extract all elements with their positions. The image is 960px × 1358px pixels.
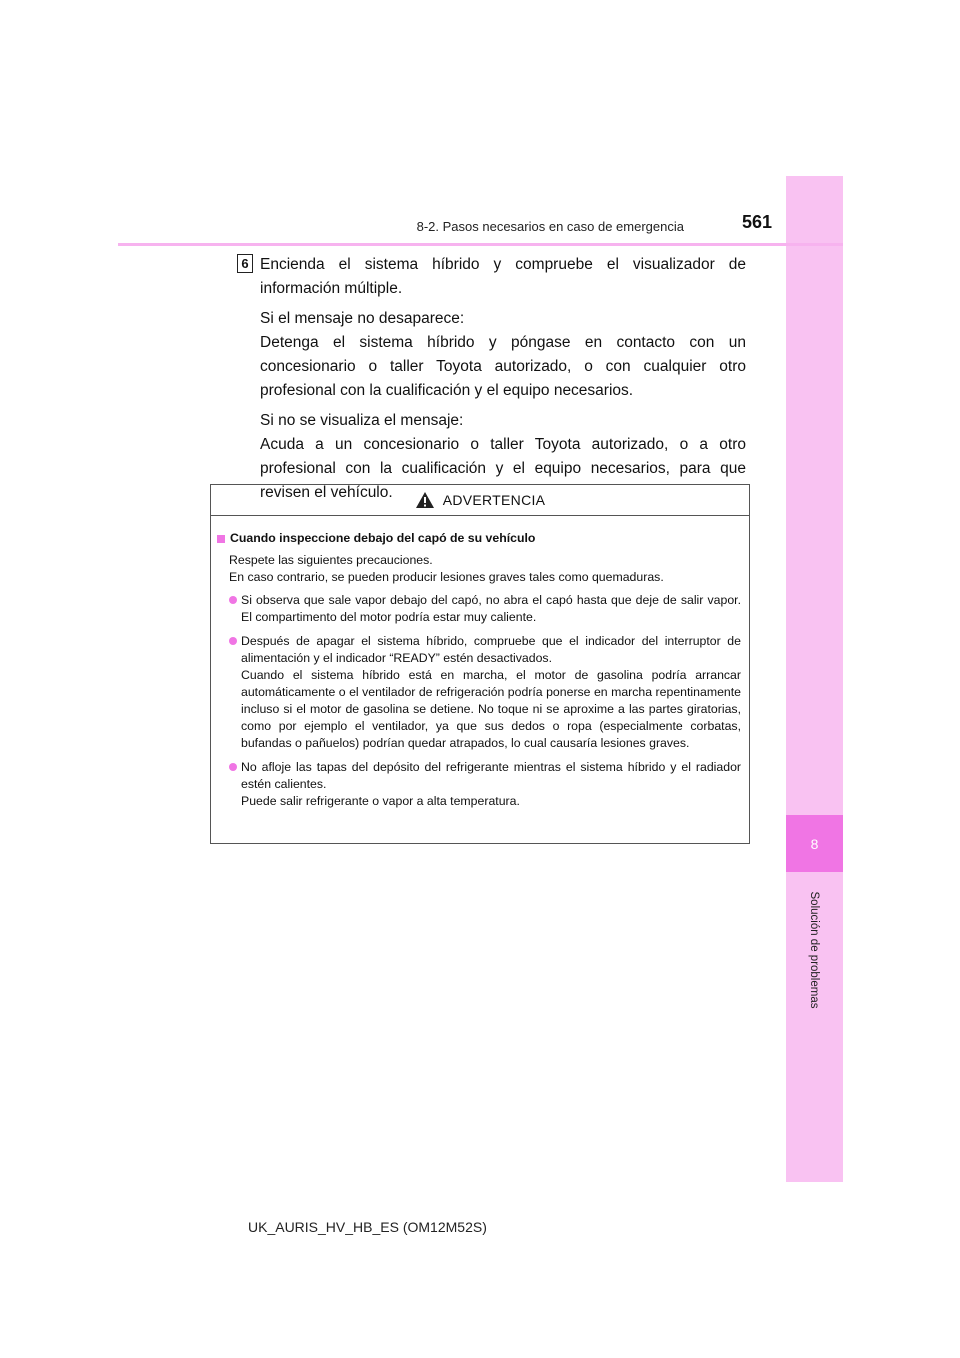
warning-item (229, 633, 741, 752)
step-body (260, 253, 746, 511)
warning-title: ADVERTENCIA (442, 492, 546, 508)
warning-item (229, 592, 741, 626)
circle-bullet-icon (229, 637, 237, 645)
warning-item-text: Si observa que sale vapor debajo del capó, no abra el capó hasta que deje de salir vapor. El compartimento del motor podría estar muy caliente. (241, 593, 741, 624)
warning-box (210, 484, 750, 844)
warning-item-text: Después de apagar el sistema híbrido, compruebe que el indicador del interruptor de alimentación y el indicador “READY” estén desactivados. (241, 634, 741, 665)
warning-item-text: No afloje las tapas del depósito del refrigerante mientras el sistema híbrido y el radiador estén calientes. (241, 760, 741, 791)
warning-subheading (217, 530, 741, 547)
warning-body (211, 516, 749, 810)
circle-bullet-icon (229, 596, 237, 604)
chapter-label: Solución de problemas (808, 891, 820, 1009)
page-number: 561 (741, 212, 772, 232)
warning-intro-line: Respete las siguientes precauciones. (229, 553, 433, 567)
warning-intro-line: En caso contrario, se pueden producir lesiones graves tales como quemaduras. (229, 570, 664, 584)
warning-header (211, 485, 749, 516)
circle-bullet-icon (229, 763, 237, 771)
warning-triangle-icon (415, 491, 435, 509)
section-title: 8-2. Pasos necesarios en caso de emergencia (416, 219, 684, 234)
step-paragraph: Si no se visualiza el mensaje: (260, 412, 464, 429)
step-paragraph: Acuda a un concesionario o taller Toyota autorizado, o a otro profesional con la cualificación y el equipo necesarios, para que revisen el vehículo. (260, 436, 746, 501)
chapter-number-tab (786, 815, 843, 872)
warning-item-text: Cuando el sistema híbrido está en marcha, el motor de gasolina podría arrancar automáticamente o el ventilador de refrigeración podría ponerse en marcha repentinamente incluso si el motor de gasolina se detiene. No toque ni se aproxime a las partes giratorias, como por ejemplo el ventilador, ya que sus dedos o ropa (especialmente corbatas, bufandas o pañuelos) podrían quedar atrapados, lo cual causaría lesiones graves. (241, 668, 741, 750)
header-rule (118, 243, 843, 246)
chapter-number: 8 (810, 835, 819, 852)
warning-intro (229, 552, 741, 586)
square-bullet-icon (217, 535, 225, 543)
warning-item (229, 759, 741, 810)
step-paragraph: Si el mensaje no desaparece: (260, 310, 465, 327)
chapter-tab (786, 176, 843, 1182)
step-paragraph: Detenga el sistema híbrido y póngase en contacto con un concesionario o taller Toyota autorizado, o con cualquier otro profesional con la cualificación y el equipo necesarios. (260, 334, 746, 399)
warning-subheading-text: Cuando inspeccione debajo del capó de su vehículo (230, 531, 536, 545)
doc-code: UK_AURIS_HV_HB_ES (OM12M52S) (248, 1219, 487, 1235)
step-paragraph: Encienda el sistema híbrido y compruebe el visualizador de información múltiple. (260, 256, 746, 297)
step-number-badge: 6 (237, 254, 253, 273)
warning-item-text: Puede salir refrigerante o vapor a alta temperatura. (241, 794, 520, 808)
